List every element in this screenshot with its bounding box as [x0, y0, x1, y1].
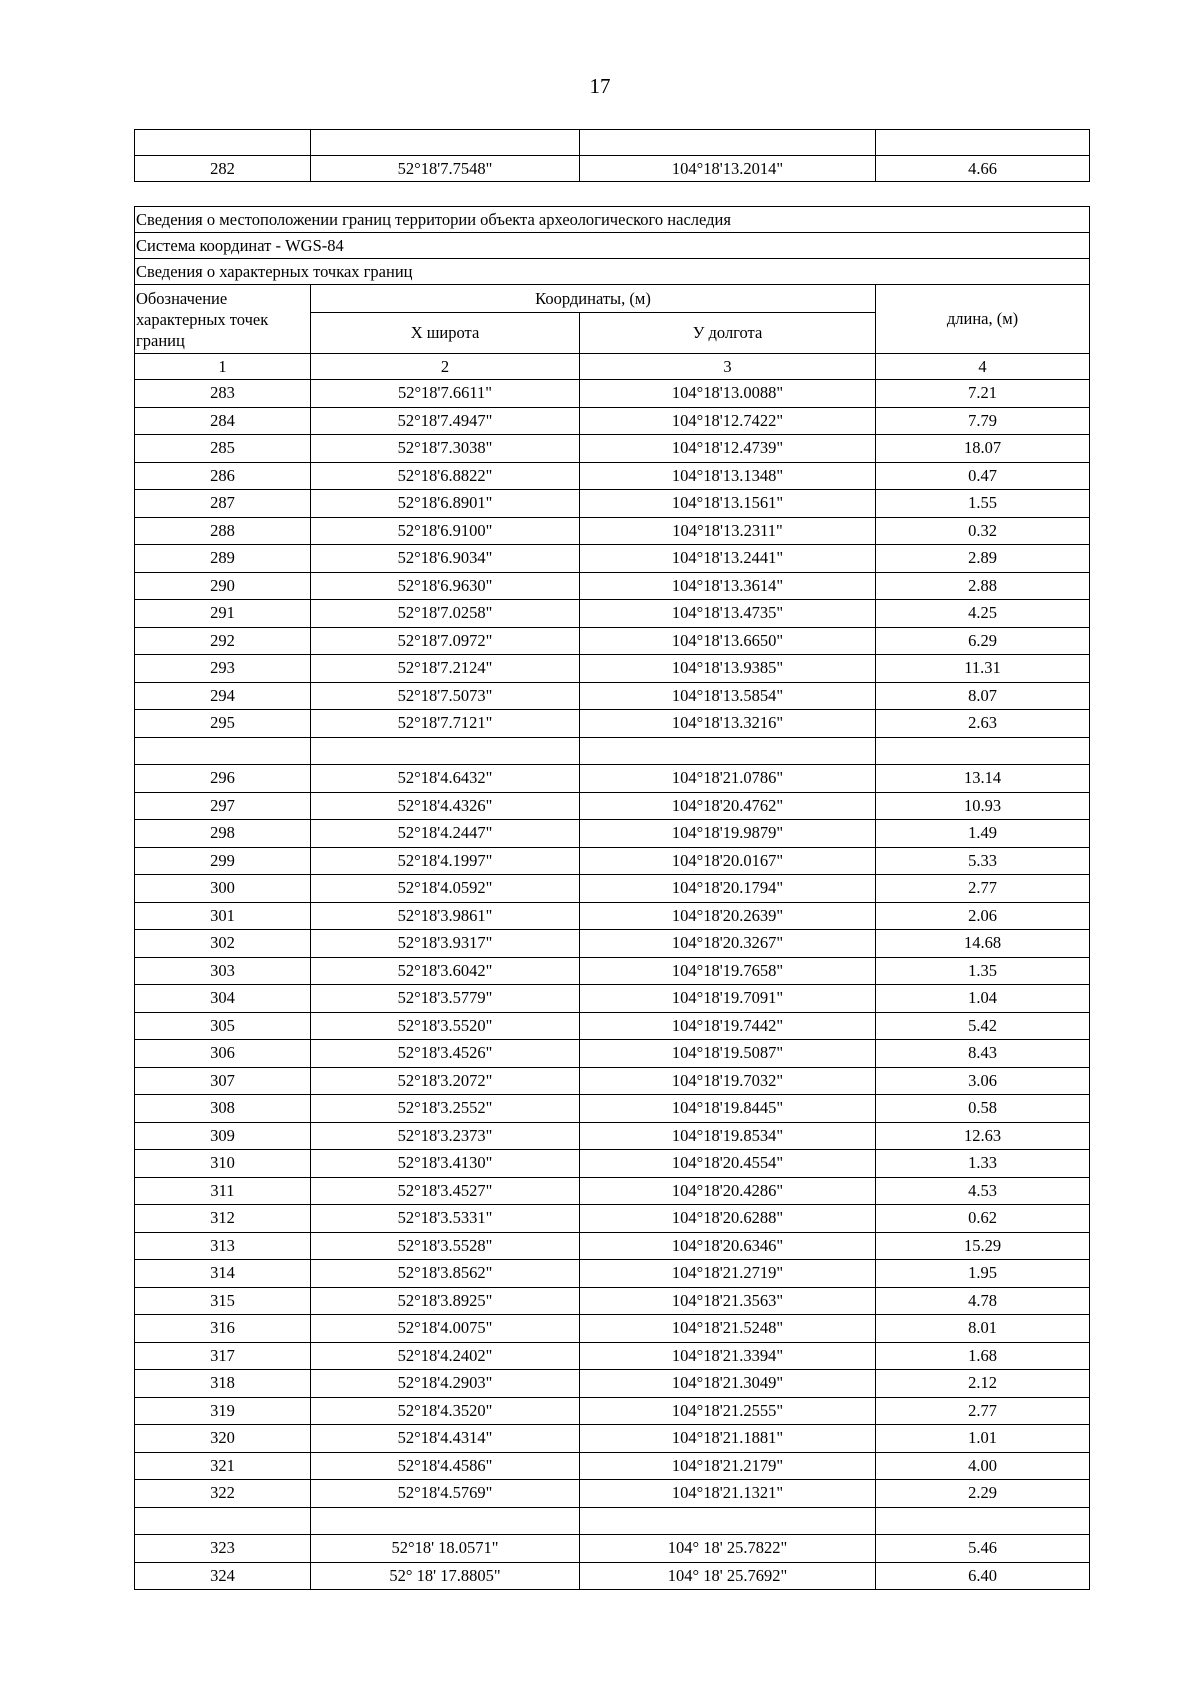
empty-row — [135, 130, 1090, 156]
title-row — [135, 207, 1090, 233]
longitude-cell: 104°18'20.4762" — [580, 792, 876, 820]
longitude-cell: 104°18'13.3614" — [580, 572, 876, 600]
length-cell: 2.77 — [876, 1397, 1090, 1425]
latitude-cell: 52°18'7.7548" — [311, 156, 580, 182]
latitude-cell: 52°18'3.5520" — [311, 1012, 580, 1040]
longitude-cell: 104°18'21.5248" — [580, 1315, 876, 1343]
length-cell — [876, 737, 1090, 765]
table-row — [135, 1095, 1090, 1123]
column-numbers-row — [135, 354, 1090, 380]
longitude-cell: 104°18'20.0167" — [580, 847, 876, 875]
point-cell: 297 — [135, 792, 311, 820]
table-row — [135, 1425, 1090, 1453]
latitude-cell: 52°18'4.3520" — [311, 1397, 580, 1425]
latitude-cell: 52°18'4.6432" — [311, 765, 580, 793]
point-cell: 306 — [135, 1040, 311, 1068]
table-row — [135, 930, 1090, 958]
table-row — [135, 1177, 1090, 1205]
continuation-table — [134, 129, 1090, 182]
point-cell: 293 — [135, 655, 311, 683]
length-cell: 5.33 — [876, 847, 1090, 875]
column-number: 1 — [135, 354, 311, 380]
coords-header: Координаты, (м) — [311, 285, 876, 313]
table-row — [135, 1150, 1090, 1178]
table-row — [135, 600, 1090, 628]
length-cell: 14.68 — [876, 930, 1090, 958]
length-cell: 5.46 — [876, 1535, 1090, 1563]
longitude-cell: 104°18'21.3049" — [580, 1370, 876, 1398]
table-row — [135, 1122, 1090, 1150]
latitude-cell: 52°18'3.2373" — [311, 1122, 580, 1150]
length-cell: 4.66 — [876, 156, 1090, 182]
longitude-cell: 104°18'19.5087" — [580, 1040, 876, 1068]
table-row — [135, 792, 1090, 820]
longitude-cell: 104°18'13.6650" — [580, 627, 876, 655]
latitude-cell: 52°18'3.8562" — [311, 1260, 580, 1288]
table-row — [135, 875, 1090, 903]
length-cell: 7.21 — [876, 380, 1090, 408]
latitude-cell: 52°18'3.5528" — [311, 1232, 580, 1260]
point-cell: 283 — [135, 380, 311, 408]
latitude-cell: 52°18'4.5769" — [311, 1480, 580, 1508]
point-cell: 292 — [135, 627, 311, 655]
latitude-cell: 52°18'7.0972" — [311, 627, 580, 655]
length-cell: 7.79 — [876, 407, 1090, 435]
latitude-cell — [311, 737, 580, 765]
length-cell: 3.06 — [876, 1067, 1090, 1095]
latitude-cell: 52°18'7.0258" — [311, 600, 580, 628]
longitude-cell: 104°18'20.6346" — [580, 1232, 876, 1260]
table-row — [135, 490, 1090, 518]
longitude-cell: 104°18'19.7032" — [580, 1067, 876, 1095]
latitude-cell: 52°18'7.4947" — [311, 407, 580, 435]
length-cell: 2.63 — [876, 710, 1090, 738]
table-row — [135, 517, 1090, 545]
table-row — [135, 380, 1090, 408]
length-cell: 2.77 — [876, 875, 1090, 903]
table-row — [135, 1452, 1090, 1480]
latitude-cell: 52°18'3.5331" — [311, 1205, 580, 1233]
length-cell: 2.12 — [876, 1370, 1090, 1398]
table-row — [135, 957, 1090, 985]
point-cell: 310 — [135, 1150, 311, 1178]
longitude-cell: 104°18'20.3267" — [580, 930, 876, 958]
point-cell — [135, 1507, 311, 1535]
latitude-cell: 52°18'7.7121" — [311, 710, 580, 738]
point-cell: 320 — [135, 1425, 311, 1453]
longitude-cell: 104°18'19.8445" — [580, 1095, 876, 1123]
longitude-cell: 104°18'19.7442" — [580, 1012, 876, 1040]
latitude-cell: 52°18'7.2124" — [311, 655, 580, 683]
point-cell: 296 — [135, 765, 311, 793]
longitude-cell: 104°18'13.2014" — [580, 156, 876, 182]
longitude-cell: 104°18'21.1321" — [580, 1480, 876, 1508]
table-row — [135, 1040, 1090, 1068]
table-row — [135, 1315, 1090, 1343]
empty-row — [135, 1507, 1090, 1535]
longitude-cell: 104°18'19.9879" — [580, 820, 876, 848]
longitude-cell: 104°18'13.1348" — [580, 462, 876, 490]
point-cell: 322 — [135, 1480, 311, 1508]
longitude-cell: 104°18'13.2441" — [580, 545, 876, 573]
length-cell: 0.47 — [876, 462, 1090, 490]
coord-system: Система координат - WGS-84 — [135, 233, 1090, 259]
point-cell: 312 — [135, 1205, 311, 1233]
longitude-cell — [580, 1507, 876, 1535]
table-row — [135, 1205, 1090, 1233]
table-row — [135, 1397, 1090, 1425]
point-cell: 282 — [135, 156, 311, 182]
point-cell: 304 — [135, 985, 311, 1013]
table-row — [135, 572, 1090, 600]
length-cell: 15.29 — [876, 1232, 1090, 1260]
length-cell: 0.32 — [876, 517, 1090, 545]
table-row — [135, 156, 1090, 182]
length-cell: 1.33 — [876, 1150, 1090, 1178]
point-cell: 317 — [135, 1342, 311, 1370]
point-cell: 301 — [135, 902, 311, 930]
longitude-cell: 104°18'12.4739" — [580, 435, 876, 463]
longitude-cell: 104°18'20.6288" — [580, 1205, 876, 1233]
length-cell: 2.88 — [876, 572, 1090, 600]
coord-system-row — [135, 233, 1090, 259]
length-cell: 1.68 — [876, 1342, 1090, 1370]
cell — [311, 130, 580, 156]
point-cell: 305 — [135, 1012, 311, 1040]
point-cell: 288 — [135, 517, 311, 545]
latitude-cell: 52°18'4.1997" — [311, 847, 580, 875]
table-title: Сведения о местоположении границ территории объекта археологического наследия — [135, 207, 1090, 233]
longitude-cell: 104°18'21.1881" — [580, 1425, 876, 1453]
longitude-cell: 104°18'19.7658" — [580, 957, 876, 985]
latitude-cell: 52°18'4.4326" — [311, 792, 580, 820]
header-row — [135, 285, 1090, 313]
length-cell: 6.29 — [876, 627, 1090, 655]
length-cell: 6.40 — [876, 1562, 1090, 1590]
table-row — [135, 710, 1090, 738]
table-row — [135, 820, 1090, 848]
table-row — [135, 985, 1090, 1013]
table-row — [135, 1480, 1090, 1508]
latitude-cell: 52°18'3.9317" — [311, 930, 580, 958]
longitude-cell: 104°18'21.2555" — [580, 1397, 876, 1425]
longitude-cell: 104°18'12.7422" — [580, 407, 876, 435]
longitude-cell: 104°18'21.0786" — [580, 765, 876, 793]
table-row — [135, 765, 1090, 793]
cell — [135, 130, 311, 156]
boundary-points-table — [134, 206, 1090, 1590]
point-cell: 299 — [135, 847, 311, 875]
table-row — [135, 847, 1090, 875]
length-header: длина, (м) — [876, 285, 1090, 354]
point-cell: 284 — [135, 407, 311, 435]
latitude-cell: 52°18'6.9100" — [311, 517, 580, 545]
table-row — [135, 1535, 1090, 1563]
latitude-cell: 52°18'6.8822" — [311, 462, 580, 490]
point-label-header: Обозначение характерных точек границ — [135, 285, 311, 354]
longitude-cell: 104°18'21.3394" — [580, 1342, 876, 1370]
point-cell: 295 — [135, 710, 311, 738]
longitude-cell: 104°18'13.5854" — [580, 682, 876, 710]
length-cell — [876, 1507, 1090, 1535]
point-cell: 300 — [135, 875, 311, 903]
length-cell: 1.49 — [876, 820, 1090, 848]
length-cell: 1.01 — [876, 1425, 1090, 1453]
table-row — [135, 1562, 1090, 1590]
longitude-cell: 104°18'13.3216" — [580, 710, 876, 738]
latitude-cell: 52°18'7.6611" — [311, 380, 580, 408]
column-number: 2 — [311, 354, 580, 380]
length-cell: 1.55 — [876, 490, 1090, 518]
length-cell: 0.58 — [876, 1095, 1090, 1123]
point-cell: 318 — [135, 1370, 311, 1398]
column-number: 4 — [876, 354, 1090, 380]
latitude-cell: 52°18'4.2447" — [311, 820, 580, 848]
page-number: 17 — [589, 74, 611, 98]
table-row — [135, 1287, 1090, 1315]
length-cell: 11.31 — [876, 655, 1090, 683]
latitude-cell: 52°18'4.0592" — [311, 875, 580, 903]
longitude-cell: 104° 18' 25.7692" — [580, 1562, 876, 1590]
longitude-cell: 104°18'21.2719" — [580, 1260, 876, 1288]
latitude-cell: 52° 18' 17.8805" — [311, 1562, 580, 1590]
cell — [876, 130, 1090, 156]
longitude-cell: 104°18'13.0088" — [580, 380, 876, 408]
length-cell: 4.53 — [876, 1177, 1090, 1205]
point-cell: 313 — [135, 1232, 311, 1260]
point-cell — [135, 737, 311, 765]
length-cell: 4.78 — [876, 1287, 1090, 1315]
cell — [580, 130, 876, 156]
point-cell: 316 — [135, 1315, 311, 1343]
longitude-cell: 104°18'13.2311" — [580, 517, 876, 545]
longitude-cell: 104°18'13.9385" — [580, 655, 876, 683]
table-row — [135, 627, 1090, 655]
longitude-cell: 104°18'19.7091" — [580, 985, 876, 1013]
point-cell: 291 — [135, 600, 311, 628]
latitude-cell: 52°18'3.9861" — [311, 902, 580, 930]
point-cell: 323 — [135, 1535, 311, 1563]
table-row — [135, 682, 1090, 710]
point-cell: 311 — [135, 1177, 311, 1205]
latitude-cell: 52°18'3.4526" — [311, 1040, 580, 1068]
latitude-cell: 52°18'7.3038" — [311, 435, 580, 463]
length-cell: 5.42 — [876, 1012, 1090, 1040]
point-cell: 294 — [135, 682, 311, 710]
table-row — [135, 1067, 1090, 1095]
table-row — [135, 1012, 1090, 1040]
point-cell: 315 — [135, 1287, 311, 1315]
point-cell: 319 — [135, 1397, 311, 1425]
point-cell: 321 — [135, 1452, 311, 1480]
table-row — [135, 1232, 1090, 1260]
longitude-cell: 104°18'20.2639" — [580, 902, 876, 930]
latitude-cell: 52°18'6.8901" — [311, 490, 580, 518]
longitude-header: У долгота — [580, 313, 876, 354]
latitude-cell: 52°18' 18.0571" — [311, 1535, 580, 1563]
table-row — [135, 1370, 1090, 1398]
length-cell: 13.14 — [876, 765, 1090, 793]
latitude-cell: 52°18'3.2552" — [311, 1095, 580, 1123]
table-row — [135, 545, 1090, 573]
latitude-cell: 52°18'3.2072" — [311, 1067, 580, 1095]
longitude-cell: 104°18'20.4554" — [580, 1150, 876, 1178]
length-cell: 18.07 — [876, 435, 1090, 463]
column-number: 3 — [580, 354, 876, 380]
point-cell: 307 — [135, 1067, 311, 1095]
latitude-cell: 52°18'3.6042" — [311, 957, 580, 985]
subtitle-row — [135, 259, 1090, 285]
empty-row — [135, 737, 1090, 765]
length-cell: 10.93 — [876, 792, 1090, 820]
latitude-cell: 52°18'3.4527" — [311, 1177, 580, 1205]
point-cell: 324 — [135, 1562, 311, 1590]
latitude-cell: 52°18'4.0075" — [311, 1315, 580, 1343]
longitude-cell: 104°18'21.2179" — [580, 1452, 876, 1480]
point-cell: 287 — [135, 490, 311, 518]
point-cell: 302 — [135, 930, 311, 958]
length-cell: 8.43 — [876, 1040, 1090, 1068]
length-cell: 1.04 — [876, 985, 1090, 1013]
table-row — [135, 902, 1090, 930]
length-cell: 8.01 — [876, 1315, 1090, 1343]
length-cell: 4.25 — [876, 600, 1090, 628]
latitude-cell: 52°18'3.4130" — [311, 1150, 580, 1178]
latitude-cell: 52°18'4.4314" — [311, 1425, 580, 1453]
latitude-cell: 52°18'6.9034" — [311, 545, 580, 573]
longitude-cell: 104°18'21.3563" — [580, 1287, 876, 1315]
latitude-cell: 52°18'6.9630" — [311, 572, 580, 600]
table-row — [135, 462, 1090, 490]
point-cell: 289 — [135, 545, 311, 573]
point-cell: 290 — [135, 572, 311, 600]
length-cell: 2.29 — [876, 1480, 1090, 1508]
table-row — [135, 1260, 1090, 1288]
table-row — [135, 1342, 1090, 1370]
latitude-cell: 52°18'3.8925" — [311, 1287, 580, 1315]
latitude-cell: 52°18'4.2402" — [311, 1342, 580, 1370]
point-cell: 303 — [135, 957, 311, 985]
point-cell: 298 — [135, 820, 311, 848]
length-cell: 2.06 — [876, 902, 1090, 930]
length-cell: 2.89 — [876, 545, 1090, 573]
longitude-cell: 104°18'13.1561" — [580, 490, 876, 518]
length-cell: 0.62 — [876, 1205, 1090, 1233]
length-cell: 4.00 — [876, 1452, 1090, 1480]
latitude-cell: 52°18'3.5779" — [311, 985, 580, 1013]
point-cell: 285 — [135, 435, 311, 463]
length-cell: 8.07 — [876, 682, 1090, 710]
longitude-cell: 104°18'20.1794" — [580, 875, 876, 903]
length-cell: 1.95 — [876, 1260, 1090, 1288]
latitude-cell: 52°18'4.4586" — [311, 1452, 580, 1480]
longitude-cell: 104°18'20.4286" — [580, 1177, 876, 1205]
longitude-cell: 104°18'13.4735" — [580, 600, 876, 628]
point-cell: 314 — [135, 1260, 311, 1288]
table-row — [135, 407, 1090, 435]
length-cell: 1.35 — [876, 957, 1090, 985]
point-cell: 308 — [135, 1095, 311, 1123]
point-cell: 309 — [135, 1122, 311, 1150]
latitude-header: X широта — [311, 313, 580, 354]
table-row — [135, 655, 1090, 683]
table-row — [135, 435, 1090, 463]
latitude-cell: 52°18'4.2903" — [311, 1370, 580, 1398]
table-subtitle: Сведения о характерных точках границ — [135, 259, 1090, 285]
length-cell: 12.63 — [876, 1122, 1090, 1150]
longitude-cell — [580, 737, 876, 765]
latitude-cell — [311, 1507, 580, 1535]
longitude-cell: 104° 18' 25.7822" — [580, 1535, 876, 1563]
longitude-cell: 104°18'19.8534" — [580, 1122, 876, 1150]
latitude-cell: 52°18'7.5073" — [311, 682, 580, 710]
point-cell: 286 — [135, 462, 311, 490]
